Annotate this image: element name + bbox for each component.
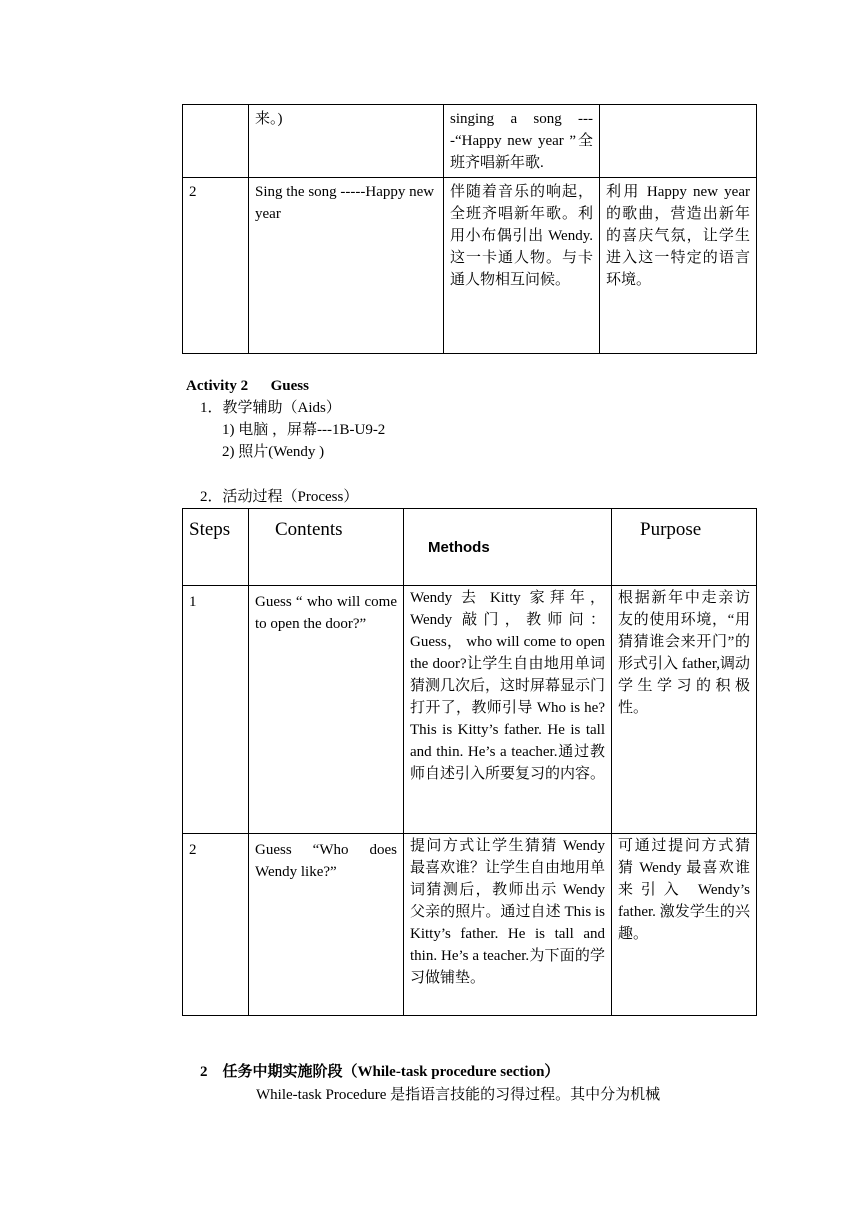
header-methods-cell [404, 509, 612, 586]
step-cell: 2 [183, 178, 249, 354]
method-cell: 伴随着音乐的响起，全班齐唱新年歌。利用小布偶引出 Wendy.这一卡通人物。与卡通人物相互问候。 [444, 178, 600, 354]
lesson-table-2 [182, 508, 757, 1016]
step-cell [183, 105, 249, 178]
table-row [183, 105, 757, 178]
method-cell: 提问方式让学生猜猜 Wendy 最喜欢谁？让学生自由地用单词猜测后，教师出示 Wendy 父亲的照片。通过自述 This is Kitty’s father. He is tall and thin. He’s a teacher.为下面的学习做铺垫。 [404, 834, 612, 1016]
content-cell: 来。) [249, 105, 444, 178]
purpose-cell [600, 105, 757, 178]
header-methods: Methods [428, 539, 490, 556]
purpose-cell: 根据新年中走亲访友的使用环境，“用猜猜谁会来开门”的形式引入 father,调动学生学习的积极性。 [612, 586, 757, 834]
lesson-table-1 [182, 104, 757, 354]
header-purpose: Purpose [612, 509, 757, 586]
process-heading: 2．活动过程（Process） [200, 489, 359, 505]
method-cell: singing a song ----“Happy new year ”全班齐唱新年歌. [444, 105, 600, 178]
content-cell: Guess “ who will come to open the door?” [249, 586, 404, 834]
content-cell: Guess “Who does Wendy like?” [249, 834, 404, 1016]
table-row [183, 178, 757, 354]
aids-item: 2) 照片(Wendy ) [222, 444, 325, 460]
content-cell: Sing the song -----Happy new year [249, 178, 444, 354]
step-cell: 1 [183, 586, 249, 834]
table-row [183, 834, 757, 1016]
section-heading: 2 任务中期实施阶段（While-task procedure section） [200, 1064, 560, 1080]
table-header-row [183, 509, 757, 586]
table-row [183, 586, 757, 834]
purpose-cell: 可通过提问方式猜猜 Wendy 最喜欢谁来引入 Wendy’s father. 激发学生的兴趣。 [612, 834, 757, 1016]
activity-title: Activity 2 Guess [186, 378, 309, 394]
section-body: While-task Procedure 是指语言技能的习得过程。其中分为机械 [256, 1087, 661, 1103]
step-cell: 2 [183, 834, 249, 1016]
aids-item: 1) 电脑 ，屏幕---1B-U9-2 [222, 422, 386, 438]
aids-heading: 1．教学辅助（Aids） [200, 400, 341, 416]
method-cell: Wendy 去 Kitty 家拜年，Wendy 敲门，教师问：Guess， who will come to open the door?让学生自由地用单词猜测几次后，这时屏幕显示门打开了，教师引导 Who is he? This is Kitty’s father. He is tall and thin. He’s a teacher.通过教师自述引入所要复习的内容。 [404, 586, 612, 834]
header-steps: Steps [183, 509, 249, 586]
header-contents: Contents [249, 509, 404, 586]
purpose-cell: 利用 Happy new year的歌曲，营造出新年的喜庆气氛，让学生进入这一特定的语言环境。 [600, 178, 757, 354]
